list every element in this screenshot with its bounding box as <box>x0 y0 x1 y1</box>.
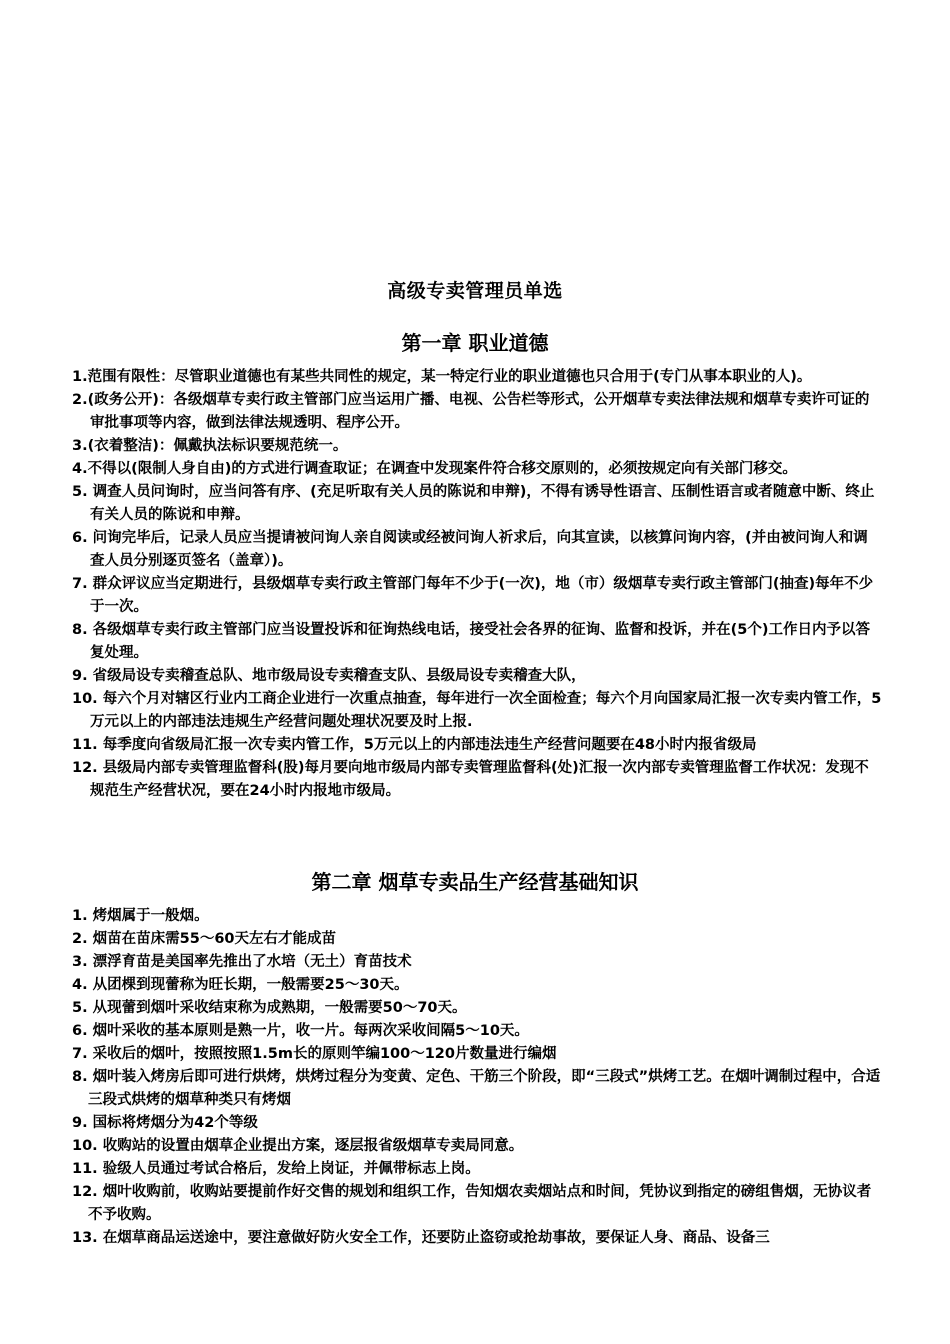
list-item <box>72 1135 882 1158</box>
item-number: 2. <box>72 931 88 947</box>
item-text: 国标将烤烟分为42个等级 <box>87 1115 258 1131</box>
item-text: (衣着整洁)：佩戴执法标识要规范统一。 <box>87 438 348 454</box>
list-item <box>72 757 882 803</box>
item-text: 烟叶采收的基本原则是熟一片，收一片。每两次采收间隔5～10天。 <box>87 1023 529 1039</box>
item-text: 省级局设专卖稽查总队、地市级局设专卖稽查支队、县级局设专卖稽查大队， <box>87 668 586 684</box>
list-item <box>72 974 882 997</box>
list-item <box>72 905 882 928</box>
list-item <box>72 951 882 974</box>
list-item <box>72 366 882 389</box>
item-text: 不得以(限制人身自由)的方式进行调查取证；在调查中发现案件符合移交原则的，必须按规定向有关部门移交。 <box>87 461 797 477</box>
item-number: 3. <box>72 438 88 454</box>
list-item <box>72 435 882 458</box>
item-number: 8. <box>72 1069 88 1085</box>
list-item <box>72 573 882 619</box>
list-item <box>72 688 882 734</box>
item-number: 7. <box>72 1046 88 1062</box>
item-text: 县级局内部专卖管理监督科(股)每月要向地市级局内部专卖管理监督科(处)汇报一次内部专卖管理监督工作状况：发现不规范生产经营状况，要在24小时内报地市级局。 <box>90 760 869 799</box>
document-title: 高级专卖管理员单选 <box>387 280 563 302</box>
item-text: 烟叶收购前，收购站要提前作好交售的规划和组织工作，告知烟农卖烟站点和时间，凭协议到指定的磅组售烟，无协议者不予收购。 <box>88 1184 872 1223</box>
item-number: 12. <box>72 760 98 776</box>
chapter-1-title: 第一章 职业道德 <box>401 331 549 355</box>
item-number: 9. <box>72 1115 88 1131</box>
item-number: 3. <box>72 954 88 970</box>
item-number: 10. <box>72 691 98 707</box>
item-number: 10. <box>72 1138 98 1154</box>
item-text: 漂浮育苗是美国率先推出了水培（无土）育苗技术 <box>87 954 412 970</box>
item-number: 4. <box>72 461 88 477</box>
item-number: 11. <box>72 1161 98 1177</box>
item-text: 问询完毕后，记录人员应当提请被问询人亲自阅读或经被问询人祈求后，向其宣读，以核算问询内容，(并由被问询人和调查人员分别逐页签名（盖章）)。 <box>87 530 868 569</box>
item-text: 从现蕾到烟叶采收结束称为成熟期，一般需要50～70天。 <box>87 1000 467 1016</box>
list-item <box>72 665 882 688</box>
item-number: 1. <box>72 369 88 385</box>
item-number: 6. <box>72 1023 88 1039</box>
item-number: 7. <box>72 576 88 592</box>
list-item <box>72 1066 882 1112</box>
item-number: 8. <box>72 622 88 638</box>
item-text: (政务公开)：各级烟草专卖行政主管部门应当运用广播、电视、公告栏等形式，公开烟草专卖法律法规和烟草专卖许可证的审批事项等内容，做到法律法规透明、程序公开。 <box>87 392 870 431</box>
chapter-2-list <box>72 905 882 1250</box>
item-text: 从团棵到现蕾称为旺长期，一般需要25～30天。 <box>87 977 409 993</box>
list-item <box>72 1227 882 1250</box>
list-item <box>72 734 882 757</box>
item-number: 4. <box>72 977 88 993</box>
item-number: 5. <box>72 1000 88 1016</box>
item-number: 5. <box>72 484 88 500</box>
item-text: 各级烟草专卖行政主管部门应当设置投诉和征询热线电话，接受社会各界的征询、监督和投诉，并在(5个)工作日内予以答复处理。 <box>87 622 870 661</box>
item-text: 烤烟属于一般烟。 <box>87 908 209 924</box>
item-text: 烟叶装入烤房后即可进行烘烤，烘烤过程分为变黄、定色、干筋三个阶段，即“三段式”烘烤工艺。在烟叶调制过程中，合适三段式烘烤的烟草种类只有烤烟 <box>87 1069 881 1108</box>
item-text: 烟苗在苗床需55～60天左右才能成苗 <box>87 931 337 947</box>
chapter-1-list <box>72 366 882 803</box>
list-item <box>72 1043 882 1066</box>
item-number: 2. <box>72 392 88 408</box>
chapter-2-title: 第二章 烟草专卖品生产经营基础知识 <box>311 870 639 894</box>
item-text: 每季度向省级局汇报一次专卖内管工作，5万元以上的内部违法违生产经营问题要在48小时内报省级局 <box>97 737 757 753</box>
item-text: 群众评议应当定期进行，县级烟草专卖行政主管部门每年不少于(一次)，地（市）级烟草专卖行政主管部门(抽查)每年不少于一次。 <box>87 576 874 615</box>
list-item <box>72 389 882 435</box>
list-item <box>72 481 882 527</box>
list-item <box>72 458 882 481</box>
item-text: 调查人员问询时，应当问答有序、(充足听取有关人员的陈说和申辩)，不得有诱导性语言、压制性语言或者随意中断、终止有关人员的陈说和申辩。 <box>87 484 875 523</box>
list-item <box>72 997 882 1020</box>
item-number: 1. <box>72 908 88 924</box>
list-item <box>72 1158 882 1181</box>
item-number: 6. <box>72 530 88 546</box>
item-number: 11. <box>72 737 98 753</box>
item-text: 验级人员通过考试合格后，发给上岗证，并佩带标志上岗。 <box>97 1161 480 1177</box>
list-item <box>72 619 882 665</box>
item-number: 13. <box>72 1230 98 1246</box>
item-text: 范围有限性：尽管职业道德也有某些共同性的规定，某一特定行业的职业道德也只合用于(专门从事本职业的人)。 <box>87 369 812 385</box>
list-item <box>72 1020 882 1043</box>
list-item <box>72 928 882 951</box>
item-text: 收购站的设置由烟草企业提出方案，逐层报省级烟草专卖局同意。 <box>97 1138 524 1154</box>
item-number: 9. <box>72 668 88 684</box>
item-number: 12. <box>72 1184 98 1200</box>
list-item <box>72 1181 882 1227</box>
item-text: 采收后的烟叶，按照按照1.5m长的原则竿编100～120片数量进行编烟 <box>87 1046 557 1062</box>
item-text: 在烟草商品运送途中，要注意做好防火安全工作，还要防止盗窃或抢劫事故，要保证人身、商品、设备三 <box>97 1230 770 1246</box>
item-text: 每六个月对辖区行业内工商企业进行一次重点抽查，每年进行一次全面检查；每六个月向国家局汇报一次专卖内管工作，5万元以上的内部违法违规生产经营问题处理状况要及时上报. <box>90 691 882 730</box>
list-item <box>72 527 882 573</box>
list-item <box>72 1112 882 1135</box>
